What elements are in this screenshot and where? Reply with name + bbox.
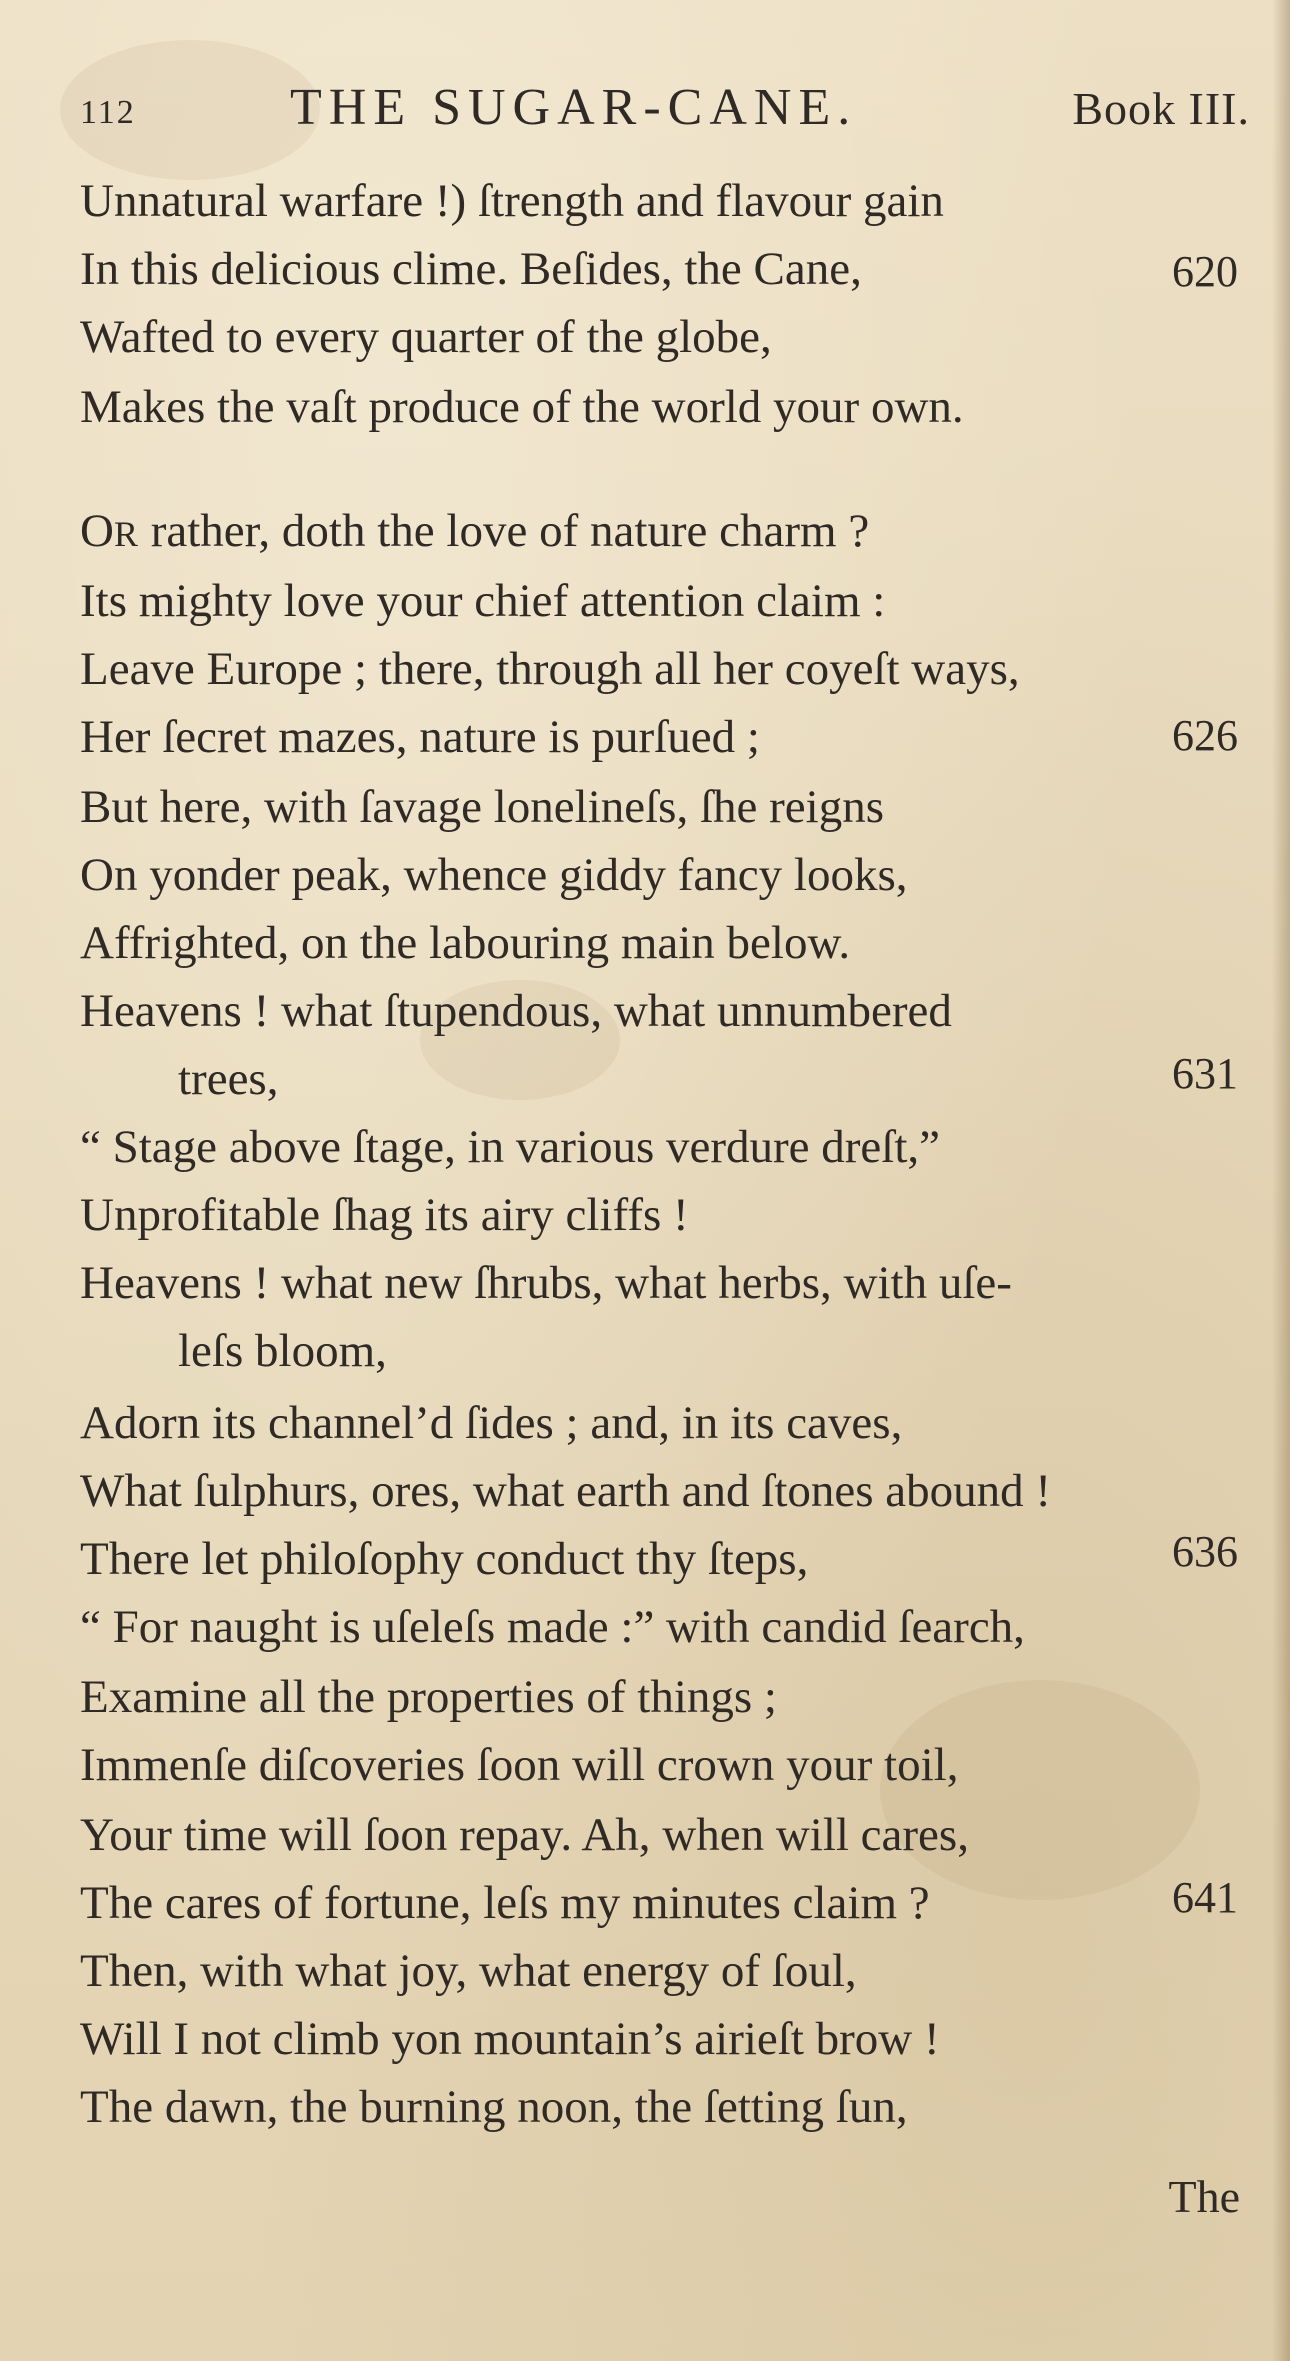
verse-line: Wafted to every quarter of the globe, (80, 311, 772, 363)
verse-line: Unnatural warfare !) ſtrength and flavour gain (80, 175, 944, 227)
running-title: THE SUGAR-CANE. (290, 79, 858, 136)
verse-line: “ Stage above ſtage, in various verdure dreſt,” (80, 1121, 941, 1173)
verse-line: Its mighty love your chief attention claim : (80, 575, 886, 627)
verse-line: Her ſecret mazes, nature is purſued ; (80, 711, 760, 763)
line-number: 641 (1172, 1873, 1238, 1922)
verse-line: In this delicious clime. Beſides, the Cane, (80, 243, 862, 295)
verse-line: Heavens ! what ſtupendous, what unnumbered (80, 985, 952, 1037)
verse-line: Leave Europe ; there, through all her coyeſt ways, (80, 643, 1020, 695)
verse-line: Adorn its channel’d ſides ; and, in its caves, (80, 1397, 903, 1449)
verse-line: Immenſe diſcoveries ſoon will crown your toil, (80, 1739, 959, 1791)
stanza-first-word: OR (80, 505, 139, 557)
verse-line: Heavens ! what new ſhrubs, what herbs, with uſe- (80, 1257, 1012, 1309)
verse-line: Your time will ſoon repay. Ah, when will cares, (80, 1809, 969, 1861)
verse-line: On yonder peak, whence giddy fancy looks, (80, 849, 908, 901)
verse-line: The cares of fortune, leſs my minutes claim ? (80, 1877, 930, 1929)
verse-line: “ For naught is uſeleſs made :” with candid ſearch, (80, 1601, 1025, 1653)
running-header (80, 78, 1250, 148)
verse-line: Examine all the properties of things ; (80, 1671, 777, 1723)
line-number: 620 (1172, 247, 1238, 296)
verse-line: Then, with what joy, what energy of ſoul, (80, 1945, 857, 1997)
verse-line: Makes the vaſt produce of the world your own. (80, 381, 964, 433)
catchword: The (1168, 2171, 1240, 2222)
verse-line-stanza-start (80, 505, 870, 557)
book-label: Book III. (1072, 83, 1250, 134)
line-number: 626 (1172, 711, 1238, 760)
verse-line-continuation: leſs bloom, (178, 1325, 387, 1377)
page-number: 112 (80, 94, 136, 131)
verse-line: Affrighted, on the labouring main below. (80, 917, 851, 969)
line-number: 631 (1172, 1049, 1238, 1098)
verse-line: There let philoſophy conduct thy ſteps, (80, 1533, 809, 1585)
verse-line: Unprofitable ſhag its airy cliffs ! (80, 1189, 689, 1241)
verse-line: Will I not climb yon mountain’s airieſt brow ! (80, 2013, 940, 2065)
verse-line-rest: rather, doth the love of nature charm ? (138, 505, 870, 557)
line-number: 636 (1172, 1527, 1238, 1576)
verse-line: But here, with ſavage lonelineſs, ſhe reigns (80, 781, 885, 833)
verse-line: What ſulphurs, ores, what earth and ſtones abound ! (80, 1465, 1052, 1517)
page-edge-shadow (1272, 0, 1290, 2361)
verse-line: The dawn, the burning noon, the ſetting ſun, (80, 2081, 908, 2133)
verse-line-continuation: trees, (178, 1053, 279, 1105)
